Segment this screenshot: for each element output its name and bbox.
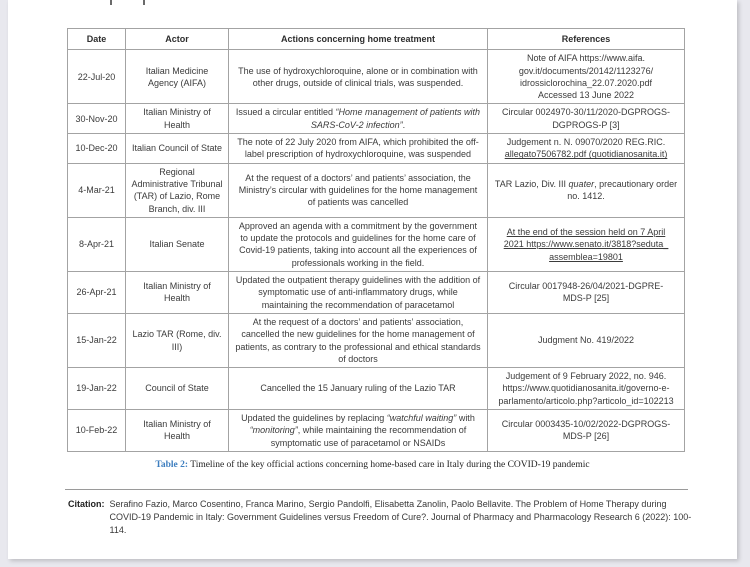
cell-actor: Italian Council of State	[126, 134, 229, 164]
divider-line	[65, 489, 688, 490]
cell-action: Updated the guidelines by replacing “watchful waiting” with “monitoring”, while maintaining the recommendation of symptomatic use of paracetamol or NSAIDs	[229, 410, 488, 452]
cell-reference: Circular 0003435-10/02/2022-DGPROGS- MDS-P [26]	[488, 410, 685, 452]
cell-date: 19-Jan-22	[68, 368, 126, 410]
reference-link[interactable]: At the end of the session held on 7 April	[506, 227, 666, 237]
cell-action: The use of hydroxychloroquine, alone or in combination with other drugs, outside of clinical trials, was suspended.	[229, 50, 488, 104]
cell-actor: Italian Medicine Agency (AIFA)	[126, 50, 229, 104]
table-row	[68, 163, 685, 217]
cell-reference: Circular 0024970-30/11/2020-DGPROGS- DGPROGS-P [3]	[488, 104, 685, 134]
citation	[68, 498, 692, 537]
cell-date: 4-Mar-21	[68, 163, 126, 217]
reference-link[interactable]: assemblea=19801	[549, 251, 623, 262]
column-header-date: Date	[68, 29, 126, 50]
table-row	[68, 217, 685, 271]
cell-reference: Judgement of 9 February 2022, no. 946. https://www.quotidianosanita.it/governo-e- parlamento/articolo.php?articolo_id=102213	[488, 368, 685, 410]
cell-actor: Italian Ministry of Health	[126, 104, 229, 134]
cell-date: 26-Apr-21	[68, 272, 126, 314]
cell-reference: Judgment No. 419/2022	[488, 313, 685, 367]
cell-date: 10-Dec-20	[68, 134, 126, 164]
cell-action: The note of 22 July 2020 from AIFA, which prohibited the off-label prescription of hydroxychloroquine, was suspended	[229, 134, 488, 164]
cell-actor: Lazio TAR (Rome, div. III)	[126, 313, 229, 367]
cell-action: Updated the outpatient therapy guidelines with the addition of symptomatic use of anti-inflammatory drugs, while maintaining the recommendation of paracetamol	[229, 272, 488, 314]
cell-actor: Italian Ministry of Health	[126, 410, 229, 452]
reference-link[interactable]: 2021 https://www.senato.it/3818?seduta_	[503, 239, 669, 250]
table-body	[68, 50, 685, 452]
cell-reference: TAR Lazio, Div. III quater, precautionary order no. 1412.	[488, 163, 685, 217]
table-row	[68, 272, 685, 314]
table-row	[68, 313, 685, 367]
cell-date: 22-Jul-20	[68, 50, 126, 104]
cell-reference	[488, 217, 685, 271]
timeline-table	[67, 28, 685, 452]
reference-link[interactable]: allegato7506782.pdf (quotidianosanita.it)	[504, 149, 668, 160]
cell-actor: Regional Administrative Tribunal (TAR) of Lazio, Rome Branch, div. III	[126, 163, 229, 217]
cell-action: Cancelled the 15 January ruling of the Lazio TAR	[229, 368, 488, 410]
cell-date: 10-Feb-22	[68, 410, 126, 452]
citation-label: Citation:	[68, 498, 105, 509]
cell-date: 8-Apr-21	[68, 217, 126, 271]
table-row	[68, 50, 685, 104]
column-header-actions: Actions concerning home treatment	[229, 29, 488, 50]
table-row	[68, 410, 685, 452]
table-row	[68, 104, 685, 134]
clipped-text-fragment	[143, 0, 145, 5]
table-caption-text: Timeline of the key official actions concerning home-based care in Italy during the COVID-19 pandemic	[188, 459, 590, 470]
column-header-actor: Actor	[126, 29, 229, 50]
column-header-references: References	[488, 29, 685, 50]
cell-action: Issued a circular entitled “Home management of patients with SARS-CoV-2 infection”.	[229, 104, 488, 134]
cell-action: At the request of a doctors’ and patients’ association, cancelled the new guidelines for the home management of patients, as contrary to the professional and ethical standards of doctors	[229, 313, 488, 367]
cell-action: Approved an agenda with a commitment by the government to update the protocols and guidelines for the home care of Covid-19 patients, taking into account all the experiences of professionals working in the field.	[229, 217, 488, 271]
cell-action: At the request of a doctors’ and patients’ association, the Ministry’s circular with guidelines for the home management of patients was cancelled	[229, 163, 488, 217]
table-row	[68, 134, 685, 164]
cell-reference: Circular 0017948-26/04/2021-DGPRE- MDS-P [25]	[488, 272, 685, 314]
cell-reference: Judgement n. N. 09070/2020 REG.RIC. allegato7506782.pdf (quotidianosanita.it)	[488, 134, 685, 164]
cell-reference: Note of AIFA https://www.aifa. gov.it/documents/20142/1123276/ idrossiclorochina_22.07.2020.pdf Accessed 13 June 2022	[488, 50, 685, 104]
table-caption-label: Table 2:	[155, 459, 189, 470]
table-caption	[8, 459, 737, 471]
citation-text: Serafino Fazio, Marco Cosentino, Franca Marino, Sergio Pandolfi, Elisabetta Zanolin, Paolo Bellavite. The Problem of Home Therapy during COVID-19 Pandemic in Italy: Government Guidelines versus Freedom of Cure?. Journal of Pharmacy and Pharmacology Research 6 (2022): 100-114.	[109, 498, 692, 535]
table-header-row	[68, 29, 685, 50]
cell-date: 30-Nov-20	[68, 104, 126, 134]
cell-date: 15-Jan-22	[68, 313, 126, 367]
cell-actor: Italian Senate	[126, 217, 229, 271]
table-row	[68, 368, 685, 410]
cell-actor: Italian Ministry of Health	[126, 272, 229, 314]
clipped-text-fragment	[110, 0, 112, 5]
document-page	[8, 0, 737, 559]
cell-actor: Council of State	[126, 368, 229, 410]
